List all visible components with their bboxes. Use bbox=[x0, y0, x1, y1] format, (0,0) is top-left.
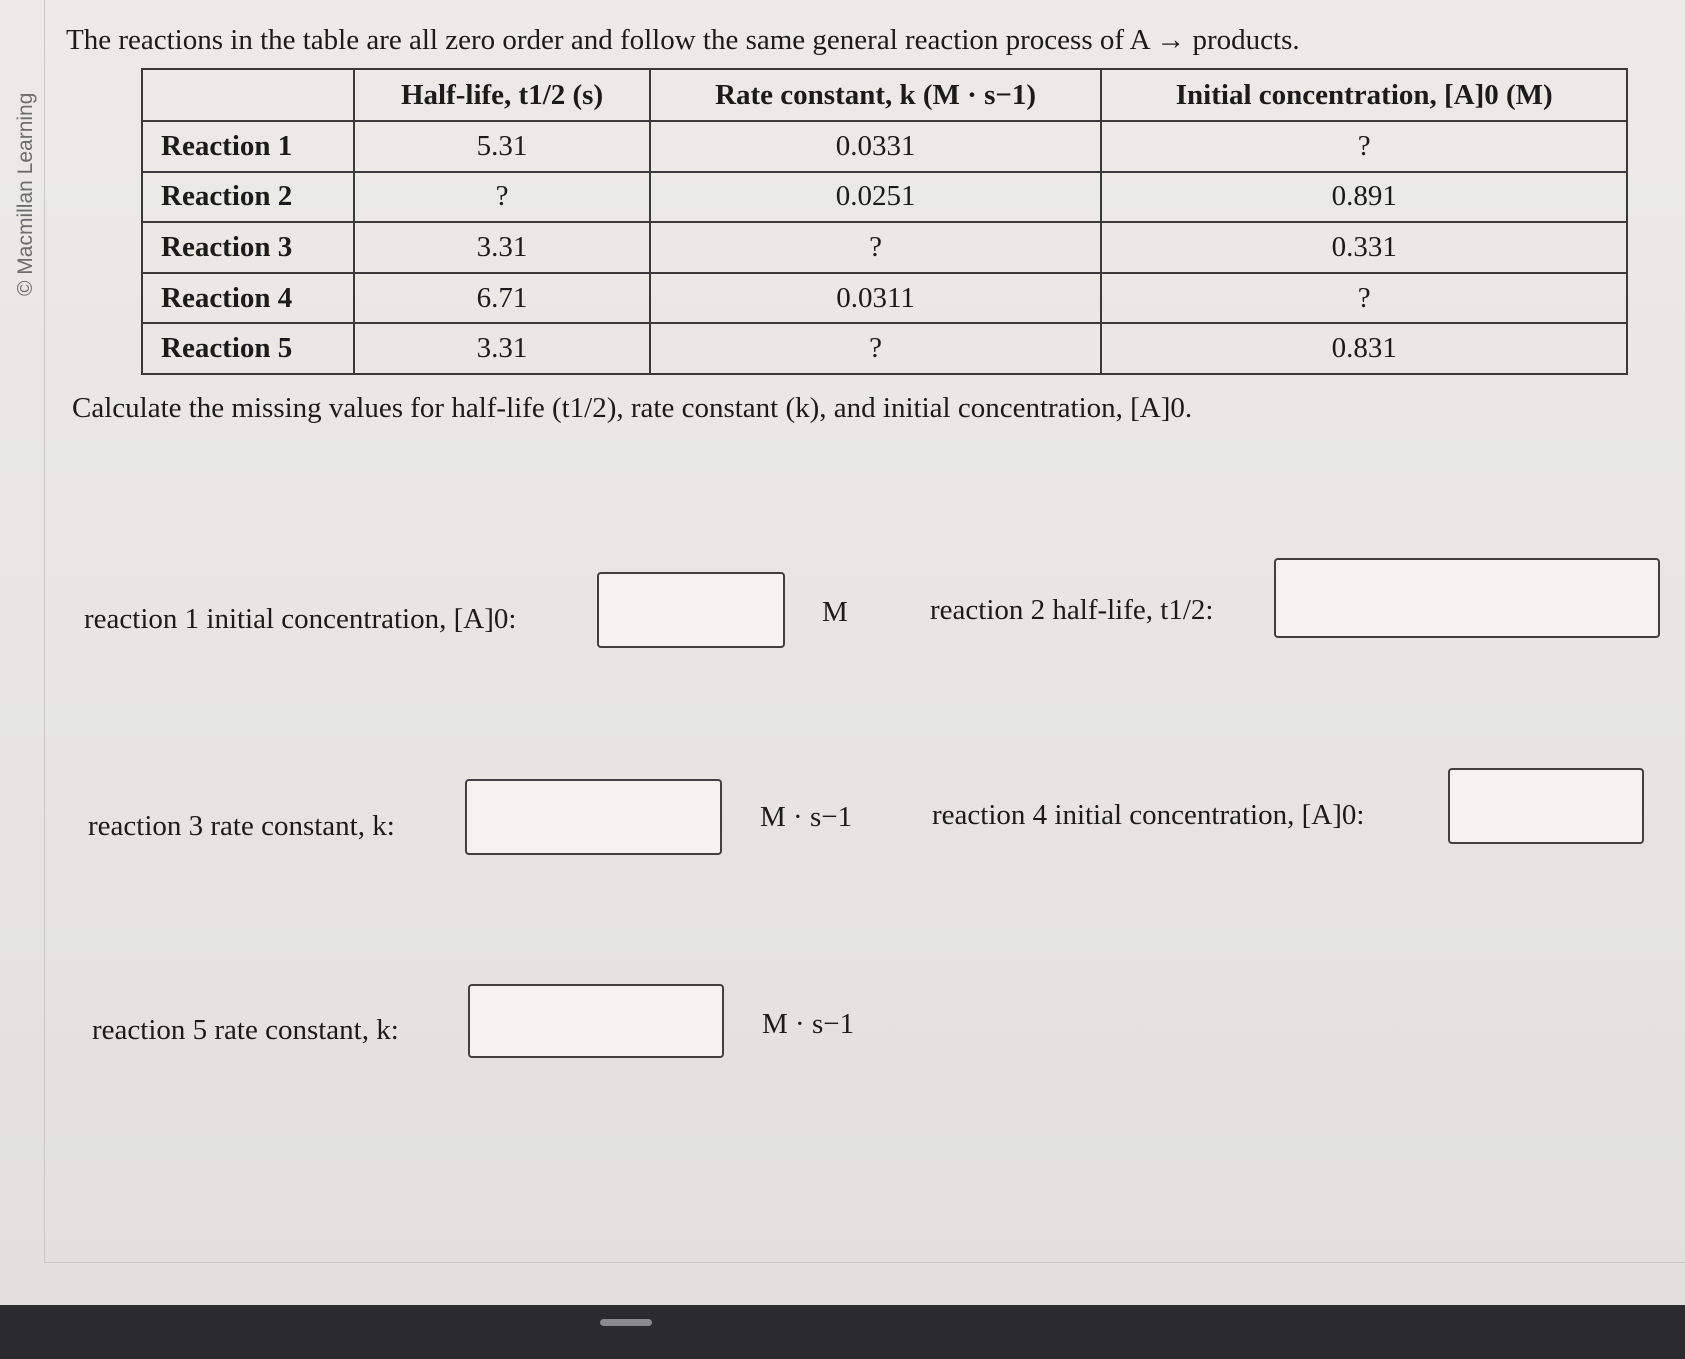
table-row bbox=[142, 273, 1627, 324]
cell-half-life: 5.31 bbox=[354, 121, 649, 172]
cell-rate-constant: 0.0311 bbox=[650, 273, 1102, 324]
row-label: Reaction 3 bbox=[142, 222, 354, 273]
r5-rate-constant-unit: M · s−1 bbox=[762, 1008, 855, 1040]
home-indicator bbox=[600, 1319, 652, 1326]
cell-half-life: 6.71 bbox=[354, 273, 649, 324]
reaction-table bbox=[141, 68, 1628, 375]
r4-conc-label: reaction 4 initial concentration, [A]0: bbox=[932, 799, 1365, 831]
cell-rate-constant: ? bbox=[650, 323, 1102, 374]
question-text: Calculate the missing values for half-life (t1/2), rate constant (k), and initial concentration, [A]0. bbox=[72, 392, 1193, 424]
cell-initial-concentration: 0.831 bbox=[1101, 323, 1627, 374]
cell-rate-constant: ? bbox=[650, 222, 1102, 273]
table-row bbox=[142, 323, 1627, 374]
table-row bbox=[142, 121, 1627, 172]
cell-half-life: ? bbox=[354, 172, 649, 223]
r5-rate-constant-input[interactable] bbox=[468, 984, 724, 1058]
r3-rate-constant-unit: M · s−1 bbox=[760, 801, 853, 833]
r4-conc-input[interactable] bbox=[1448, 768, 1644, 844]
cell-rate-constant: 0.0331 bbox=[650, 121, 1102, 172]
cell-initial-concentration: 0.891 bbox=[1101, 172, 1627, 223]
table-row bbox=[142, 172, 1627, 223]
table-row bbox=[142, 222, 1627, 273]
cell-half-life: 3.31 bbox=[354, 323, 649, 374]
r1-conc-label: reaction 1 initial concentration, [A]0: bbox=[84, 603, 517, 635]
cell-initial-concentration: ? bbox=[1101, 121, 1627, 172]
cell-half-life: 3.31 bbox=[354, 222, 649, 273]
cell-initial-concentration: 0.331 bbox=[1101, 222, 1627, 273]
header-rate-constant: Rate constant, k (M · s−1) bbox=[650, 69, 1102, 121]
r1-conc-unit: M bbox=[822, 596, 848, 628]
cell-rate-constant: 0.0251 bbox=[650, 172, 1102, 223]
header-blank bbox=[142, 69, 354, 121]
intro-text: The reactions in the table are all zero order and follow the same general reaction process of A → products. bbox=[66, 24, 1300, 56]
r5-rate-constant-label: reaction 5 rate constant, k: bbox=[92, 1014, 399, 1046]
row-label: Reaction 5 bbox=[142, 323, 354, 374]
copyright-watermark: © Macmillan Learning bbox=[14, 92, 37, 296]
row-label: Reaction 1 bbox=[142, 121, 354, 172]
r2-half-life-input[interactable] bbox=[1274, 558, 1660, 638]
r3-rate-constant-label: reaction 3 rate constant, k: bbox=[88, 810, 395, 842]
header-half-life: Half-life, t1/2 (s) bbox=[354, 69, 649, 121]
header-initial-concentration: Initial concentration, [A]0 (M) bbox=[1101, 69, 1627, 121]
r2-half-life-label: reaction 2 half-life, t1/2: bbox=[930, 594, 1214, 626]
row-label: Reaction 2 bbox=[142, 172, 354, 223]
cell-initial-concentration: ? bbox=[1101, 273, 1627, 324]
table-header-row bbox=[142, 69, 1627, 121]
r1-conc-input[interactable] bbox=[597, 572, 785, 648]
row-label: Reaction 4 bbox=[142, 273, 354, 324]
r3-rate-constant-input[interactable] bbox=[465, 779, 722, 855]
